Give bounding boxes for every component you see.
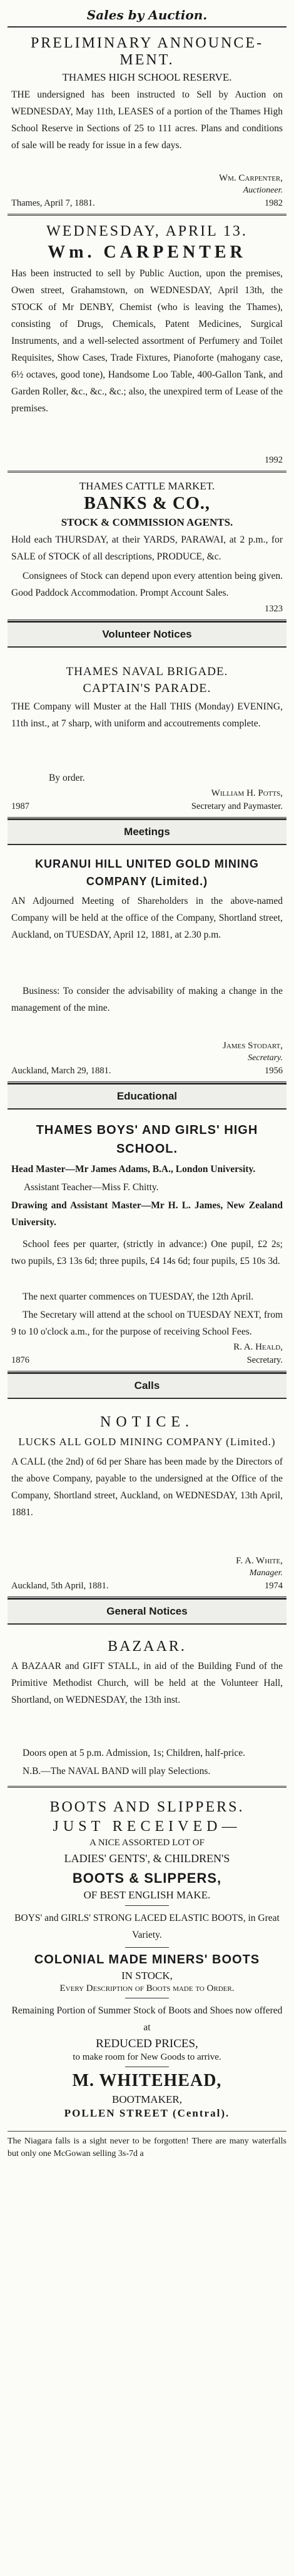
ad-kuranui-hill-meeting bbox=[8, 845, 286, 1083]
ad-doors: Doors open at 5 p.m. Admission, 1s; Children, half-price. bbox=[23, 1748, 246, 1758]
ad-trader-name: M. WHITEHEAD, bbox=[72, 2071, 222, 2090]
ad-elastic-boots: BOYS' and GIRLS' STRONG LACED ELASTIC BOOTS, in Great Variety. bbox=[14, 1913, 280, 1940]
ad-ref-number: 1956 bbox=[265, 1066, 283, 1076]
ad-body: A BAZAAR and GIFT STALL, in aid of the Building Fund of the Primitive Methodist Church, will be held at the Volunteer Hall, Shortland, on WEDNESDAY, the 13th inst. bbox=[11, 1661, 283, 1705]
ad-body: Hold each THURSDAY, at their YARDS, PARAWAI, at 2 p.m., for SALE of STOCK of all descriptions, PRODUCE, &c. bbox=[11, 534, 283, 562]
ad-body: Has been instructed to sell by Public Auction, upon the premises, Owen street, Grahamstown, on WEDNESDAY, April 13th, the STOCK of Mr DENBY, Chemist (who is leaving the Thames), consisting of Drugs, Chemicals, Patent Medicines, Surgical Instruments, and a well-selected assortment of Perfumery and Toilet Requisites, Show Cases, Trade Fixtures, Pianoforte (mahogany case, 6½ octaves, good tone), Handsome Loo Table, 400-Gallon Tank, and Garden Roller, &c., &c., &c.; also, the unexpired term of Lease of the premises. bbox=[11, 268, 283, 414]
ad-title: Wm. CARPENTER bbox=[48, 243, 246, 262]
ad-subtitle: LUCKS ALL GOLD MINING COMPANY (Limited.) bbox=[18, 1436, 276, 1448]
ad-remaining-stock: Remaining Portion of Summer Stock of Boots and Shoes now offered at bbox=[11, 2005, 283, 2033]
ad-reduced-prices: REDUCED PRICES, bbox=[96, 2037, 198, 2050]
ad-signer: James Stodart, bbox=[223, 1041, 283, 1051]
ad-colonial-miners-boots: COLONIAL MADE MINERS' BOOTS bbox=[34, 1953, 260, 1967]
ad-ref-number: 1987 bbox=[11, 801, 29, 811]
ad-footer bbox=[11, 801, 283, 812]
ad-date-title: WEDNESDAY, APRIL 13. bbox=[46, 223, 248, 239]
section-header-meetings: Meetings bbox=[8, 819, 286, 845]
ad-address: POLLEN STREET (Central). bbox=[64, 2107, 230, 2119]
ad-place-date: Auckland, March 29, 1881. bbox=[11, 1066, 111, 1076]
ad-footer bbox=[11, 1581, 283, 1591]
ad-ref-number: 1974 bbox=[265, 1581, 283, 1591]
ad-staff-drawing-master: Drawing and Assistant Master—Mr H. L. James, New Zealand University. bbox=[11, 1200, 283, 1228]
ad-boots-and-slippers bbox=[8, 1788, 286, 2126]
ad-title: NOTICE. bbox=[100, 1414, 194, 1430]
ad-english-make: OF BEST ENGLISH MAKE. bbox=[83, 1889, 211, 1901]
ad-ref-number: 1982 bbox=[265, 198, 283, 208]
ad-title: PRELIMINARY ANNOUNCE-MENT. bbox=[30, 35, 264, 68]
divider bbox=[125, 1905, 169, 1906]
ad-bazaar bbox=[8, 1625, 286, 1788]
ad-boots-slippers: BOOTS & SLIPPERS, bbox=[72, 1870, 222, 1886]
ad-body: THE undersigned has been instructed to Sell by Auction on WEDNESDAY, May 11th, LEASES of a portion of the Thames High School Reserve in Sections of 25 to 111 acres. Plans and conditions of sale will be ready for issue in a few days. bbox=[11, 89, 283, 151]
ad-signer: R. A. Heald, bbox=[233, 1342, 283, 1352]
ad-by-order: By order. bbox=[49, 773, 85, 783]
ad-preliminary-announcement bbox=[8, 28, 286, 216]
ad-carpenter-auction bbox=[8, 216, 286, 473]
ad-ref-number: 1876 bbox=[11, 1355, 29, 1365]
ad-business: Business: To consider the advisability of making a change in the management of the mine. bbox=[11, 986, 283, 1013]
ad-every-description: Every Description of Boots made to Order. bbox=[59, 1983, 235, 1993]
ad-body-2: Consignees of Stock can depend upon every attention being given. Good Paddock Accommodation. Prompt Account Sales. bbox=[11, 571, 283, 598]
ad-signer: William H. Potts, bbox=[211, 788, 283, 798]
ad-banks-and-co bbox=[8, 473, 286, 621]
ad-title: THAMES BOYS' AND GIRLS' HIGH SCHOOL. bbox=[36, 1123, 258, 1156]
ad-band: N.B.—The NAVAL BAND will play Selections. bbox=[23, 1766, 211, 1777]
section-header-calls: Calls bbox=[8, 1373, 286, 1399]
ad-footer bbox=[11, 455, 283, 466]
ad-next-quarter: The next quarter commences on TUESDAY, the 12th April. bbox=[23, 1291, 254, 1302]
ad-assorted-lot: A NICE ASSORTED LOT OF bbox=[89, 1838, 205, 1848]
ad-title: THAMES NAVAL BRIGADE. bbox=[66, 665, 228, 678]
ad-title-2: STOCK & COMMISSION AGENTS. bbox=[61, 516, 233, 528]
section-header-educational: Educational bbox=[8, 1083, 286, 1110]
ad-place-date: Thames, April 7, 1881. bbox=[11, 198, 95, 208]
section-header-volunteer-notices: Volunteer Notices bbox=[8, 621, 286, 648]
ad-high-school bbox=[8, 1110, 286, 1373]
advertisement-column bbox=[8, 0, 286, 2160]
ad-ref-number: 1992 bbox=[265, 455, 283, 465]
section-header-general-notices: General Notices bbox=[8, 1598, 286, 1625]
ad-footer bbox=[11, 1066, 283, 1076]
ad-lucks-all-call bbox=[8, 1399, 286, 1598]
ad-ladies-gents: LADIES' GENTS', & CHILDREN'S bbox=[64, 1852, 230, 1865]
ad-fees: School fees per quarter, (strictly in advance:) One pupil, £2 2s; two pupils, £3 13s 6d; three pupils, £4 14s 6d; four pupils, £5 10s 3d. bbox=[11, 1239, 283, 1266]
ad-signer: F. A. White, bbox=[236, 1556, 283, 1566]
ad-title-2: CAPTAIN'S PARADE. bbox=[83, 681, 211, 695]
ad-signer-role: Secretary. bbox=[246, 1355, 283, 1365]
ad-make-room: to make room for New Goods to arrive. bbox=[73, 2052, 221, 2062]
ad-place-date: Auckland, 5th April, 1881. bbox=[11, 1581, 109, 1591]
ad-secretary-attend: The Secretary will attend at the school on TUESDAY NEXT, from 9 to 10 o'clock a.m., for the purpose of receiving School Fees. bbox=[11, 1310, 283, 1337]
ad-in-stock: IN STOCK, bbox=[121, 1970, 173, 1982]
ad-title: KURANUI HILL UNITED GOLD MINING COMPANY (Limited.) bbox=[35, 858, 259, 888]
ad-title: BANKS & CO., bbox=[84, 494, 210, 513]
ad-footer bbox=[11, 1355, 283, 1366]
ad-signer-role: Secretary and Paymaster. bbox=[191, 801, 283, 811]
ad-signer-role: Manager. bbox=[249, 1568, 283, 1578]
divider bbox=[125, 1947, 169, 1948]
ad-title: BAZAAR. bbox=[108, 1638, 186, 1655]
ad-subtitle: THAMES CATTLE MARKET. bbox=[79, 480, 215, 492]
ad-body: THE Company will Muster at the Hall THIS (Monday) EVENING, 11th inst., at 7 sharp, with uniform and accoutrements complete. bbox=[11, 701, 283, 729]
ad-subtitle: THAMES HIGH SCHOOL RESERVE. bbox=[62, 71, 232, 83]
ad-ref-number: 1323 bbox=[265, 604, 283, 614]
ad-signer-role: Secretary. bbox=[248, 1053, 283, 1063]
ad-title: BOOTS AND SLIPPERS. bbox=[49, 1799, 245, 1815]
ad-signer-role: Auctioneer. bbox=[243, 186, 283, 195]
ad-naval-brigade bbox=[8, 648, 286, 819]
ad-footer bbox=[11, 198, 283, 209]
masthead: Sales by Auction. bbox=[8, 5, 286, 28]
ad-footer bbox=[11, 604, 283, 614]
ad-body: AN Adjourned Meeting of Shareholders in the above-named Company will be held at the office of the Company, Shortland street, Auckland, on TUESDAY, April 12, 1881, at 2.30 p.m. bbox=[11, 896, 283, 940]
ad-signer: Wm. Carpenter, bbox=[218, 173, 283, 183]
ad-staff-head-master: Head Master—Mr James Adams, B.A., London University. bbox=[11, 1164, 256, 1175]
ad-just-received: JUST RECEIVED— bbox=[53, 1818, 241, 1835]
ad-body: A CALL (the 2nd) of 6d per Share has been made by the Directors of the above Company, payable to the undersigned at the Office of the Company, Shortland street, Auckland, on WEDNESDAY, 13th April, 1881. bbox=[11, 1456, 283, 1518]
ad-trade: BOOTMAKER, bbox=[112, 2093, 182, 2105]
cut-off-article-text: The Niagara falls is a sight never to be forgotten! There are many waterfalls but only one McGowan selling 3s-7d a bbox=[8, 2131, 286, 2160]
ad-staff-assistant: Assistant Teacher—Miss F. Chitty. bbox=[24, 1182, 159, 1193]
